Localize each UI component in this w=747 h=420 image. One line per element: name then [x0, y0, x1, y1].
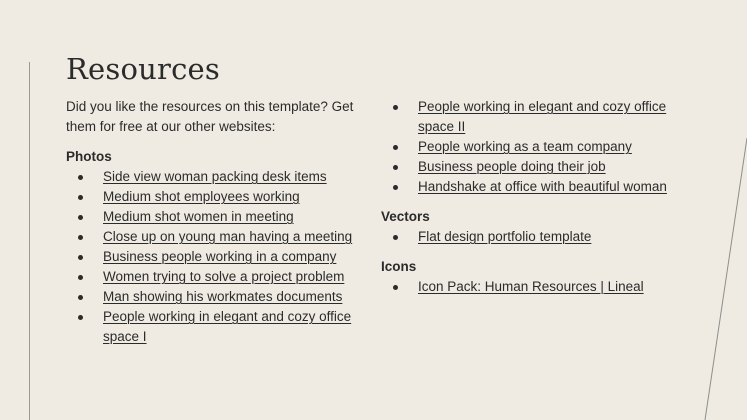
intro-text: Did you like the resources on this template? Get them for free at our other websites: — [66, 99, 354, 134]
icon-pack-link[interactable]: Icon Pack: Human Resources | Lineal — [418, 279, 644, 294]
left-vertical-rule — [29, 62, 30, 420]
photo-link[interactable]: Medium shot employees working — [103, 189, 300, 204]
resources-column-left — [66, 97, 366, 347]
list-item — [66, 287, 366, 307]
list-item — [66, 167, 366, 187]
photo-link[interactable]: Business people doing their job — [418, 159, 606, 174]
page-title: Resources — [66, 52, 220, 86]
icons-list — [381, 277, 691, 297]
photos-heading: Photos — [66, 149, 112, 164]
photo-link[interactable]: People working in elegant and cozy office space II — [418, 99, 667, 134]
list-item — [381, 227, 691, 247]
photo-link[interactable]: Medium shot women in meeting — [103, 209, 294, 224]
list-item — [381, 177, 691, 197]
vectors-heading: Vectors — [381, 209, 430, 224]
photo-link[interactable]: Handshake at office with beautiful woman — [418, 179, 667, 194]
icons-heading: Icons — [381, 259, 417, 274]
list-item — [381, 137, 691, 157]
photos-list — [66, 167, 366, 347]
list-item — [66, 227, 366, 247]
photo-link[interactable]: People working in elegant and cozy office space I — [103, 309, 352, 344]
photo-link[interactable]: Side view woman packing desk items — [103, 169, 327, 184]
photos-list-continued — [381, 97, 691, 197]
photo-link[interactable]: Women trying to solve a project problem — [103, 269, 345, 284]
list-item — [66, 307, 366, 347]
list-item — [66, 187, 366, 207]
photo-link[interactable]: Man showing his workmates documents — [103, 289, 343, 304]
list-item — [66, 207, 366, 227]
resources-column-right — [381, 97, 691, 297]
list-item — [66, 247, 366, 267]
list-item — [381, 157, 691, 177]
photo-link[interactable]: People working as a team company — [418, 139, 632, 154]
vector-link[interactable]: Flat design portfolio template — [418, 229, 592, 244]
list-item — [381, 97, 691, 137]
vectors-list — [381, 227, 691, 247]
list-item — [381, 277, 691, 297]
photo-link[interactable]: Close up on young man having a meeting — [103, 229, 353, 244]
photo-link[interactable]: Business people working in a company — [103, 249, 337, 264]
list-item — [66, 267, 366, 287]
